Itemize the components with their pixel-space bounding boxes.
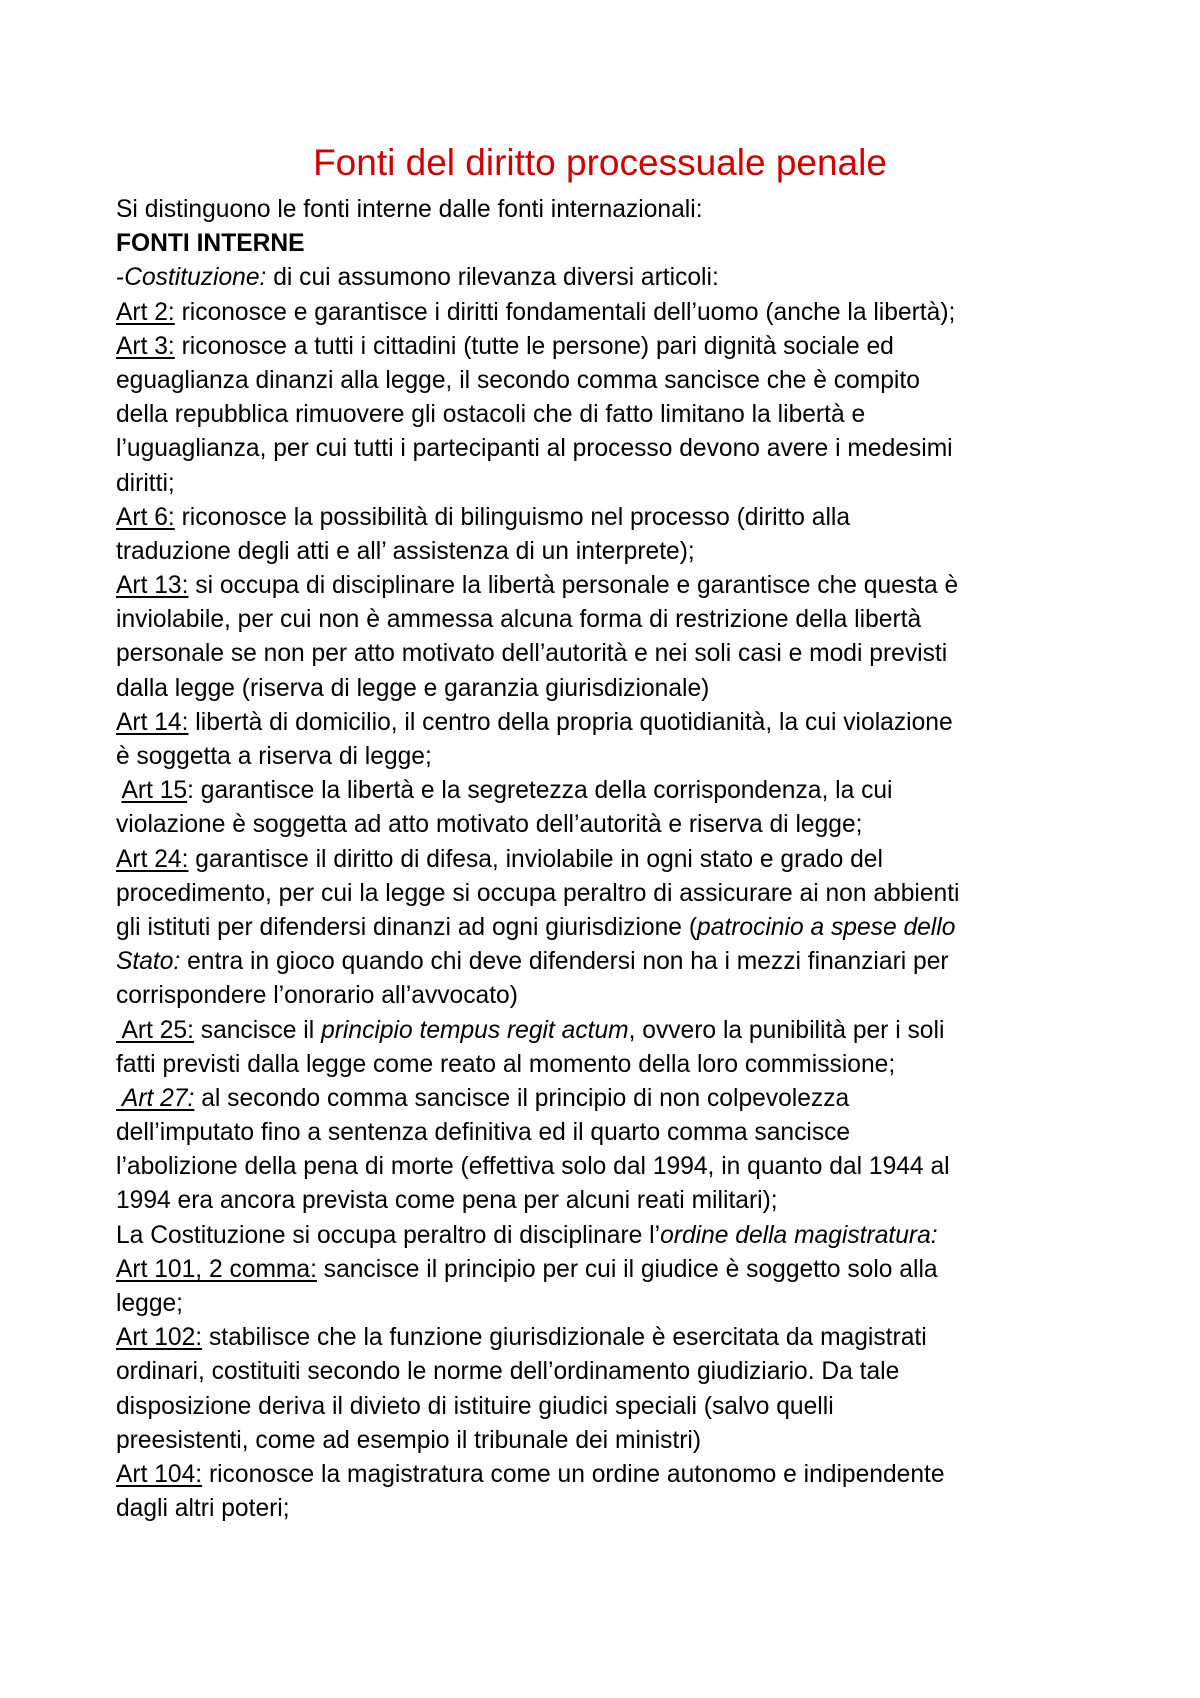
text-segment: si occupa di disciplinare la libertà personale e garantisce che questa è (188, 572, 959, 600)
text-line (116, 432, 1116, 466)
text-segment: Si distinguono le fonti interne dalle fonti internazionali: (116, 196, 703, 223)
text-segment: patrocinio a spese dello (697, 913, 956, 941)
text-segment: entra in gioco quando chi deve difendersi non ha i mezzi finanziari per (180, 948, 949, 976)
text-segment: personale se non per atto motivato dell’autorità e nei soli casi e modi previsti (116, 640, 948, 668)
text-segment: riconosce la possibilità di bilinguismo nel processo (diritto alla (174, 503, 851, 531)
text-line (116, 1082, 1116, 1116)
text-line (116, 1014, 1116, 1048)
text-line (116, 1424, 1116, 1458)
text-segment: sancisce il principio per cui il giudice è soggetto solo alla (316, 1255, 938, 1283)
text-line (116, 1150, 1116, 1184)
text-segment: , ovvero la punibilità per i soli (628, 1016, 945, 1044)
text-segment: legge; (116, 1290, 184, 1317)
text-segment: dagli altri poteri; (116, 1495, 290, 1523)
text-segment: l’abolizione della pena di morte (effettiva solo dal 1994, in quanto dal 1944 al (116, 1153, 950, 1181)
text-segment: disposizione deriva il divieto di istituire giudici speciali (salvo quelli (116, 1392, 834, 1420)
text-segment: principio tempus regit actum (321, 1016, 629, 1044)
text-line (116, 1287, 1116, 1321)
text-segment: - (116, 264, 125, 292)
text-segment: garantisce il diritto di difesa, inviolabile in ogni stato e grado del (188, 845, 883, 873)
text-line (116, 569, 1116, 603)
text-segment: libertà di domicilio, il centro della propria quotidianità, la cui violazione (188, 708, 953, 736)
article-reference: Art 15 (121, 777, 188, 805)
text-segment: è soggetta a riserva di legge; (116, 743, 432, 770)
text-line (116, 227, 1116, 261)
article-reference: Art 6: (116, 503, 175, 531)
text-line (116, 603, 1116, 637)
article-reference: Art 104: (116, 1460, 203, 1488)
text-line (116, 501, 1116, 535)
article-reference: Art 14: (116, 708, 189, 736)
text-line (116, 193, 1116, 227)
text-segment: l’uguaglianza, per cui tutti i partecipanti al processo devono avere i medesimi (116, 435, 953, 463)
text-segment: : garantisce la libertà e la segretezza della corrispondenza, la cui (187, 777, 893, 805)
text-segment: fatti previsti dalla legge come reato al momento della loro commissione; (116, 1050, 896, 1078)
text-line (116, 808, 1116, 842)
article-reference: Art 101, 2 comma: (116, 1255, 317, 1283)
text-segment: traduzione degli atti e all’ assistenza di un interprete); (116, 537, 695, 565)
text-segment: Costituzione: (124, 264, 267, 292)
text-line (116, 1321, 1116, 1355)
text-line (116, 1184, 1116, 1218)
article-reference: Art 27: (116, 1084, 195, 1112)
text-segment: riconosce la magistratura come un ordine autonomo e indipendente (202, 1460, 945, 1488)
text-line (116, 364, 1116, 398)
article-reference: Art 2: (116, 298, 175, 326)
article-reference: Art 25: (116, 1016, 194, 1044)
text-segment: della repubblica rimuovere gli ostacoli che di fatto limitano la libertà e (116, 401, 866, 429)
text-line (116, 706, 1116, 740)
text-segment: riconosce e garantisce i diritti fondamentali dell’uomo (anche la libertà); (174, 298, 956, 326)
text-line (116, 1355, 1116, 1389)
text-line (116, 843, 1116, 877)
text-line (116, 1492, 1116, 1526)
article-reference: Art 24: (116, 845, 189, 873)
text-line (116, 1219, 1116, 1253)
text-segment: sancisce il (193, 1016, 322, 1044)
text-line (116, 877, 1116, 911)
text-segment: preesistenti, come ad esempio il tribunale dei ministri) (116, 1426, 702, 1454)
article-reference: Art 102: (116, 1324, 203, 1352)
section-heading: FONTI INTERNE (116, 230, 305, 258)
text-segment: La Costituzione si occupa peraltro di disciplinare l’ (116, 1221, 661, 1249)
text-segment: dalla legge (riserva di legge e garanzia giurisdizionale) (116, 674, 710, 702)
text-line (116, 1458, 1116, 1492)
text-segment: eguaglianza dinanzi alla legge, il secondo comma sancisce che è compito (116, 366, 920, 394)
text-segment: gli istituti per difendersi dinanzi ad ogni giurisdizione ( (116, 913, 698, 941)
text-line (116, 1253, 1116, 1287)
text-line (116, 1048, 1116, 1082)
text-segment: violazione è soggetta ad atto motivato dell’autorità e riserva di legge; (116, 811, 863, 839)
text-line (116, 398, 1116, 432)
text-segment: inviolabile, per cui non è ammessa alcuna forma di restrizione della libertà (116, 606, 922, 634)
text-line (116, 296, 1116, 330)
article-reference: Art 13: (116, 572, 189, 600)
text-line (116, 535, 1116, 569)
text-line (116, 261, 1116, 295)
text-segment: stabilisce che la funzione giurisdizionale è esercitata da magistrati (202, 1324, 927, 1352)
text-segment: di cui assumono rilevanza diversi articoli: (266, 264, 719, 292)
text-segment: procedimento, per cui la legge si occupa peraltro di assicurare ai non abbienti (116, 879, 960, 907)
page-title: Fonti del diritto processuale penale (313, 142, 887, 183)
text-line (116, 330, 1116, 364)
document-body (116, 193, 1116, 1526)
text-line (116, 1390, 1116, 1424)
text-segment: riconosce a tutti i cittadini (tutte le persone) pari dignità sociale ed (174, 332, 894, 360)
text-segment: diritti; (116, 469, 175, 497)
text-line (116, 740, 1116, 774)
text-line (116, 637, 1116, 671)
text-line (116, 979, 1116, 1013)
text-line (116, 945, 1116, 979)
text-segment: ordine della magistratura: (660, 1221, 938, 1249)
text-segment: ordinari, costituiti secondo le norme dell’ordinamento giudiziario. Da tale (116, 1358, 900, 1386)
text-line (116, 774, 1116, 808)
text-segment: al secondo comma sancisce il principio di non colpevolezza (194, 1084, 850, 1112)
text-segment: Stato: (116, 948, 181, 976)
text-segment: 1994 era ancora prevista come pena per alcuni reati militari); (116, 1187, 778, 1215)
text-segment: corrispondere l’onorario all’avvocato) (116, 982, 518, 1010)
text-line (116, 672, 1116, 706)
text-line (116, 467, 1116, 501)
text-segment: dell’imputato fino a sentenza definitiva ed il quarto comma sancisce (116, 1119, 851, 1147)
article-reference: Art 3: (116, 332, 175, 360)
text-line (116, 911, 1116, 945)
text-line (116, 1116, 1116, 1150)
